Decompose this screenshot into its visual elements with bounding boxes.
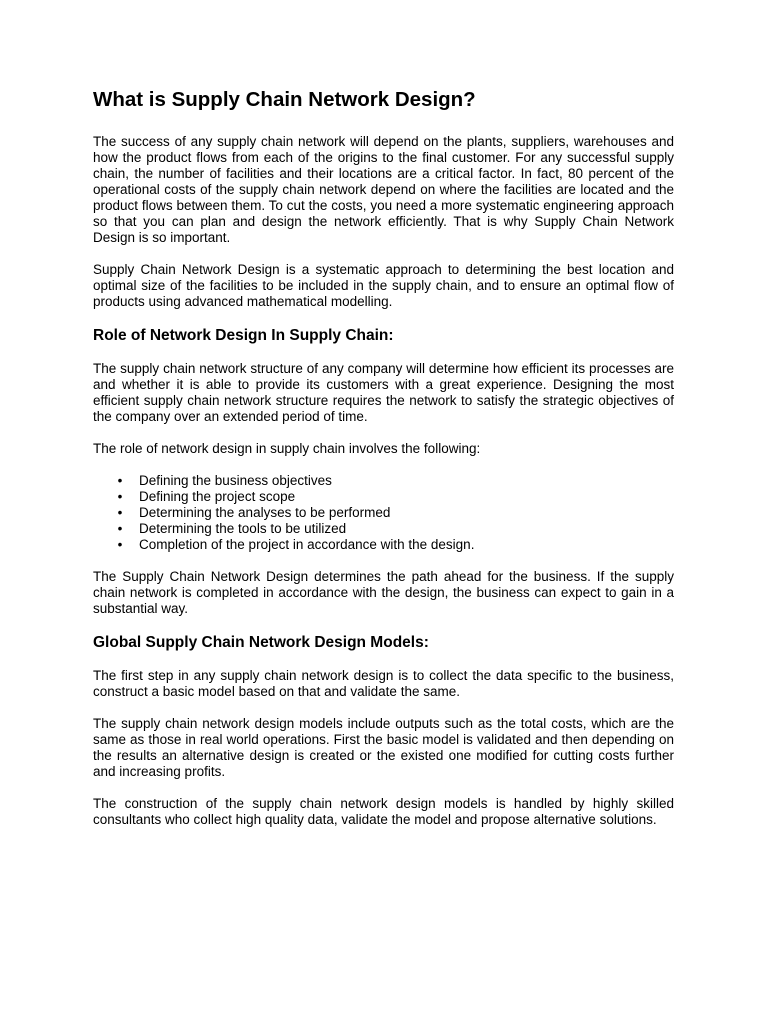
list-item-text: Defining the project scope (139, 489, 296, 504)
intro-paragraph-2: Supply Chain Network Design is a systematic approach to determining the best location and optimal size of the facilities to be included in the supply chain, and to ensure an optimal flow of products using advanced mathematical modelling. (93, 262, 674, 309)
role-paragraph-3: The Supply Chain Network Design determines the path ahead for the business. If the supply chain network is completed in accordance with the design, the business can expect to gain in a substantial way. (93, 569, 674, 616)
models-paragraph-2: The supply chain network design models include outputs such as the total costs, which are the same as those in real world operations. First the basic model is validated and then depending on the results an alternative design is created or the existed one modified for cutting costs further and increasing profits. (93, 716, 674, 779)
models-section-heading: Global Supply Chain Network Design Models: (93, 634, 429, 651)
intro-paragraph-1: The success of any supply chain network will depend on the plants, suppliers, warehouses and how the product flows from each of the origins to the final customer. For any successful supply chain, the number of facilities and their locations are a critical factor. In fact, 80 percent of the operational costs of the supply chain network depend on where the facilities are located and the product flows between them. To cut the costs, you need a more systematic engineering approach so that you can plan and design the network efficiently. That is why Supply Chain Network Design is so important. (93, 134, 674, 245)
list-item (115, 489, 674, 505)
models-paragraph-3: The construction of the supply chain network design models is handled by highly skilled consultants who collect high quality data, validate the model and propose alternative solutions. (93, 796, 674, 827)
role-paragraph-1: The supply chain network structure of any company will determine how efficient its processes are and whether it is able to provide its customers with a great experience. Designing the most efficient supply chain network structure requires the network to satisfy the strategic objectives of the company over an extended period of time. (93, 361, 674, 424)
role-bullet-list (93, 473, 674, 553)
list-item (115, 473, 674, 489)
role-paragraph-2: The role of network design in supply chain involves the following: (93, 441, 481, 456)
list-item (115, 537, 674, 553)
bullet-icon: • (117, 473, 123, 488)
list-item-text: Completion of the project in accordance with the design. (139, 537, 475, 552)
bullet-icon: • (117, 505, 123, 520)
list-item (115, 505, 674, 521)
document-page (93, 86, 674, 844)
bullet-icon: • (117, 537, 123, 552)
list-item (115, 521, 674, 537)
list-item-text: Defining the business objectives (139, 473, 332, 488)
role-section-heading: Role of Network Design In Supply Chain: (93, 327, 394, 344)
list-item-text: Determining the analyses to be performed (139, 505, 391, 520)
page-title: What is Supply Chain Network Design? (93, 88, 476, 111)
bullet-icon: • (117, 489, 123, 504)
bullet-icon: • (117, 521, 123, 536)
list-item-text: Determining the tools to be utilized (139, 521, 347, 536)
models-paragraph-1: The first step in any supply chain network design is to collect the data specific to the business, construct a basic model based on that and validate the same. (93, 668, 674, 699)
